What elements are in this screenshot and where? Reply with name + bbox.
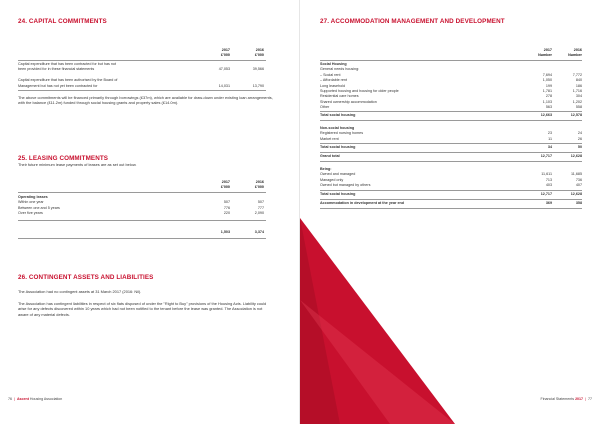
row-label: Managed only xyxy=(320,177,344,182)
row-label: Owned and managed xyxy=(320,172,356,177)
row-label: Operating leases xyxy=(18,195,48,199)
accommodation-col-2017: 2017 Number xyxy=(538,48,552,57)
capital-table xyxy=(18,62,266,89)
capital-bottom-rule xyxy=(18,90,266,91)
row-value-2016: 11,685 xyxy=(570,172,582,177)
row-value-2017: 1,781 xyxy=(542,88,552,93)
row-value-2017: 1,103 xyxy=(542,99,552,104)
right-footer: Financial Statements 2017 | 77 xyxy=(540,397,592,401)
row-value-2017: 507 xyxy=(223,200,230,205)
leasing-subtotal-rule xyxy=(18,220,266,221)
table-row xyxy=(320,113,582,118)
right-page xyxy=(300,0,600,424)
row-value-2017: 23 xyxy=(547,131,552,136)
row-label: Capital expenditure that has been authorised by the Board of xyxy=(18,78,118,83)
leasing-header-rule xyxy=(18,192,266,193)
contingent-p1: The Association had no contingent assets at 31 March 2017 (2016: Nil). xyxy=(18,289,142,294)
row-label: Social Housing xyxy=(320,62,347,66)
capital-note: The above commitments will be financed primarily through borrowings (£37m), which are available for draw-down under existing loan arrangements, with the balance (£11.2m) funded through social housing grants and property sales (£14.0m). xyxy=(18,95,273,106)
accommodation-col-2016: 2016 Number xyxy=(568,48,582,57)
row-value-2017: 776 xyxy=(223,205,230,210)
row-value-2016: 1,202 xyxy=(572,99,582,104)
row-label: Supported housing and housing for older people xyxy=(320,88,399,93)
accommodation-heading: 27. ACCOMMODATION MANAGEMENT AND DEVELOPMENT xyxy=(320,18,505,25)
row-value-2016: 12,628 xyxy=(570,192,582,196)
row-value-2016: 186 xyxy=(575,83,582,88)
row-value-2016: 12,628 xyxy=(570,154,582,158)
contingent-heading: 26. CONTINGENT ASSETS AND LIABILITIES xyxy=(18,274,154,281)
row-label: Within one year xyxy=(18,200,44,205)
org-name: Housing Association xyxy=(29,397,63,401)
footer-year: 2017 xyxy=(575,397,584,401)
grand-total-row xyxy=(320,154,582,159)
development-row xyxy=(320,201,582,206)
row-label: Total social housing xyxy=(320,192,356,196)
table-row xyxy=(320,105,582,110)
total-social-housing-row xyxy=(320,113,582,118)
row-value-2017: 220 xyxy=(223,211,230,216)
row-value-2017: 369 xyxy=(545,201,552,205)
being-total-rule xyxy=(320,199,582,200)
grand-total-rule xyxy=(320,161,582,162)
row-value-2017: 1,050 xyxy=(542,78,552,83)
nonsocial-total-rule xyxy=(320,152,582,153)
table-row xyxy=(18,211,266,216)
row-value-2017: 12,717 xyxy=(540,192,552,196)
row-label: Market rent xyxy=(320,136,339,141)
leasing-commitments-heading: 25. LEASING COMMITMENTS xyxy=(18,155,109,162)
row-value-2016: 840 xyxy=(575,78,582,83)
row-label: Owned but managed by others xyxy=(320,183,371,188)
left-page-number: 76 xyxy=(8,397,12,401)
row-value-2017: 563 xyxy=(545,105,552,110)
row-label: Management but has not yet been contracted for xyxy=(18,83,98,88)
row-value-2016: 13,790 xyxy=(252,83,264,88)
capital-header-rule xyxy=(18,60,266,61)
row-value-2016: 26 xyxy=(577,136,582,141)
row-label: Being: xyxy=(320,167,332,171)
row-value-2016: 12,578 xyxy=(570,113,582,117)
row-value-2016: 2,090 xyxy=(254,211,264,216)
row-label: Other xyxy=(320,105,330,110)
being-table xyxy=(320,167,582,189)
row-value-2017: 12,717 xyxy=(540,154,552,158)
row-value-2016: 50 xyxy=(577,145,582,149)
row-value-2017: 11,611 xyxy=(541,172,552,177)
non-social-housing-table xyxy=(320,126,582,142)
row-value-2016: 736 xyxy=(575,177,582,182)
row-value-2017: 199 xyxy=(545,83,552,88)
row-value-2016: 1,716 xyxy=(572,88,582,93)
table-row xyxy=(320,145,582,150)
social-housing-table xyxy=(320,62,582,111)
leasing-col-2017: 2017 £'000 xyxy=(220,180,230,189)
row-label: Total social housing xyxy=(320,145,356,149)
row-value-2017: 34 xyxy=(547,145,552,149)
row-value-2017: 47,053 xyxy=(218,67,230,72)
row-label: Capital expenditure that has been contracted for but has not xyxy=(18,62,116,66)
capital-col-2017: 2017 £'000 xyxy=(220,48,230,57)
row-label: – Affordable rent xyxy=(320,78,347,83)
total-non-social-row xyxy=(320,145,582,150)
row-value-2016: 507 xyxy=(257,200,264,205)
row-label: Shared ownership accommodation xyxy=(320,99,377,104)
being-subtotal-rule xyxy=(320,190,582,191)
leasing-table xyxy=(18,195,266,217)
row-value-2017: 713 xyxy=(545,177,552,182)
row-value-2017: 12,663 xyxy=(540,113,552,117)
row-value-2016: 7,772 xyxy=(572,72,582,77)
leasing-total-row: 1,503 3,374 xyxy=(220,230,264,234)
row-label: been provided for in these financial statements xyxy=(18,67,95,72)
row-label: Non-social housing xyxy=(320,126,355,130)
row-label: Between one and 5 years xyxy=(18,205,60,210)
social-subtotal-rule xyxy=(320,111,582,112)
table-row xyxy=(320,192,582,197)
row-value-2016: 777 xyxy=(257,205,264,210)
left-footer: 76 | Ascent Housing Association xyxy=(8,397,63,401)
capital-col-2016: 2016 £'000 xyxy=(254,48,264,57)
total-being-row xyxy=(320,192,582,197)
table-row xyxy=(320,201,582,206)
row-value-2016: 24 xyxy=(577,131,582,136)
leasing-col-2016: 2016 £'000 xyxy=(254,180,264,189)
row-label: Residential care homes xyxy=(320,94,359,99)
row-label: General needs housing: xyxy=(320,67,360,72)
row-value-2017: 7,694 xyxy=(542,72,552,77)
row-label: Registered nursing homes xyxy=(320,131,364,136)
social-total-rule xyxy=(320,120,582,121)
row-value-2016: 407 xyxy=(575,183,582,188)
row-value-2016: 558 xyxy=(575,105,582,110)
accommodation-header-rule xyxy=(320,60,582,61)
capital-commitments-heading: 24. CAPITAL COMMITMENTS xyxy=(18,18,107,25)
table-row xyxy=(320,183,582,188)
row-label: Over five years xyxy=(18,211,43,216)
leasing-intro: Their future minimum lease payments of leases are as set out below. xyxy=(18,162,137,167)
row-label: Total social housing xyxy=(320,113,356,117)
table-row xyxy=(320,154,582,159)
row-value-2017: 278 xyxy=(545,94,552,99)
row-label: Long leasehold xyxy=(320,83,346,88)
row-label: Grand total xyxy=(320,154,340,158)
development-rule xyxy=(320,208,582,209)
leasing-total-rule xyxy=(18,238,266,239)
row-value-2017: 403 xyxy=(545,183,552,188)
row-value-2016: 358 xyxy=(575,201,582,205)
row-label: Accommodation in development at the year end xyxy=(320,201,405,205)
row-value-2017: 11 xyxy=(548,136,552,141)
row-value-2016: 304 xyxy=(575,94,582,99)
contingent-p2: The Association has contingent liabilities in respect of six flats disposed of under the "Right to Buy" provisions of the Housing Acts. Liability could arise for any defects discovered within 10 years which had not been notified to the tenant before the lease was granted. The Association is not aware of any material defects. xyxy=(18,301,267,317)
row-value-2016: 39,566 xyxy=(252,67,264,72)
nonsocial-subtotal-rule xyxy=(320,143,582,144)
row-value-2017: 14,031 xyxy=(218,83,230,88)
row-label: – Social rent xyxy=(320,72,341,77)
brand-name: Ascent xyxy=(16,397,29,401)
table-row xyxy=(320,137,582,142)
table-row xyxy=(18,84,266,89)
right-page-number: 77 xyxy=(588,397,592,401)
footer-title: Financial Statements xyxy=(540,397,575,401)
